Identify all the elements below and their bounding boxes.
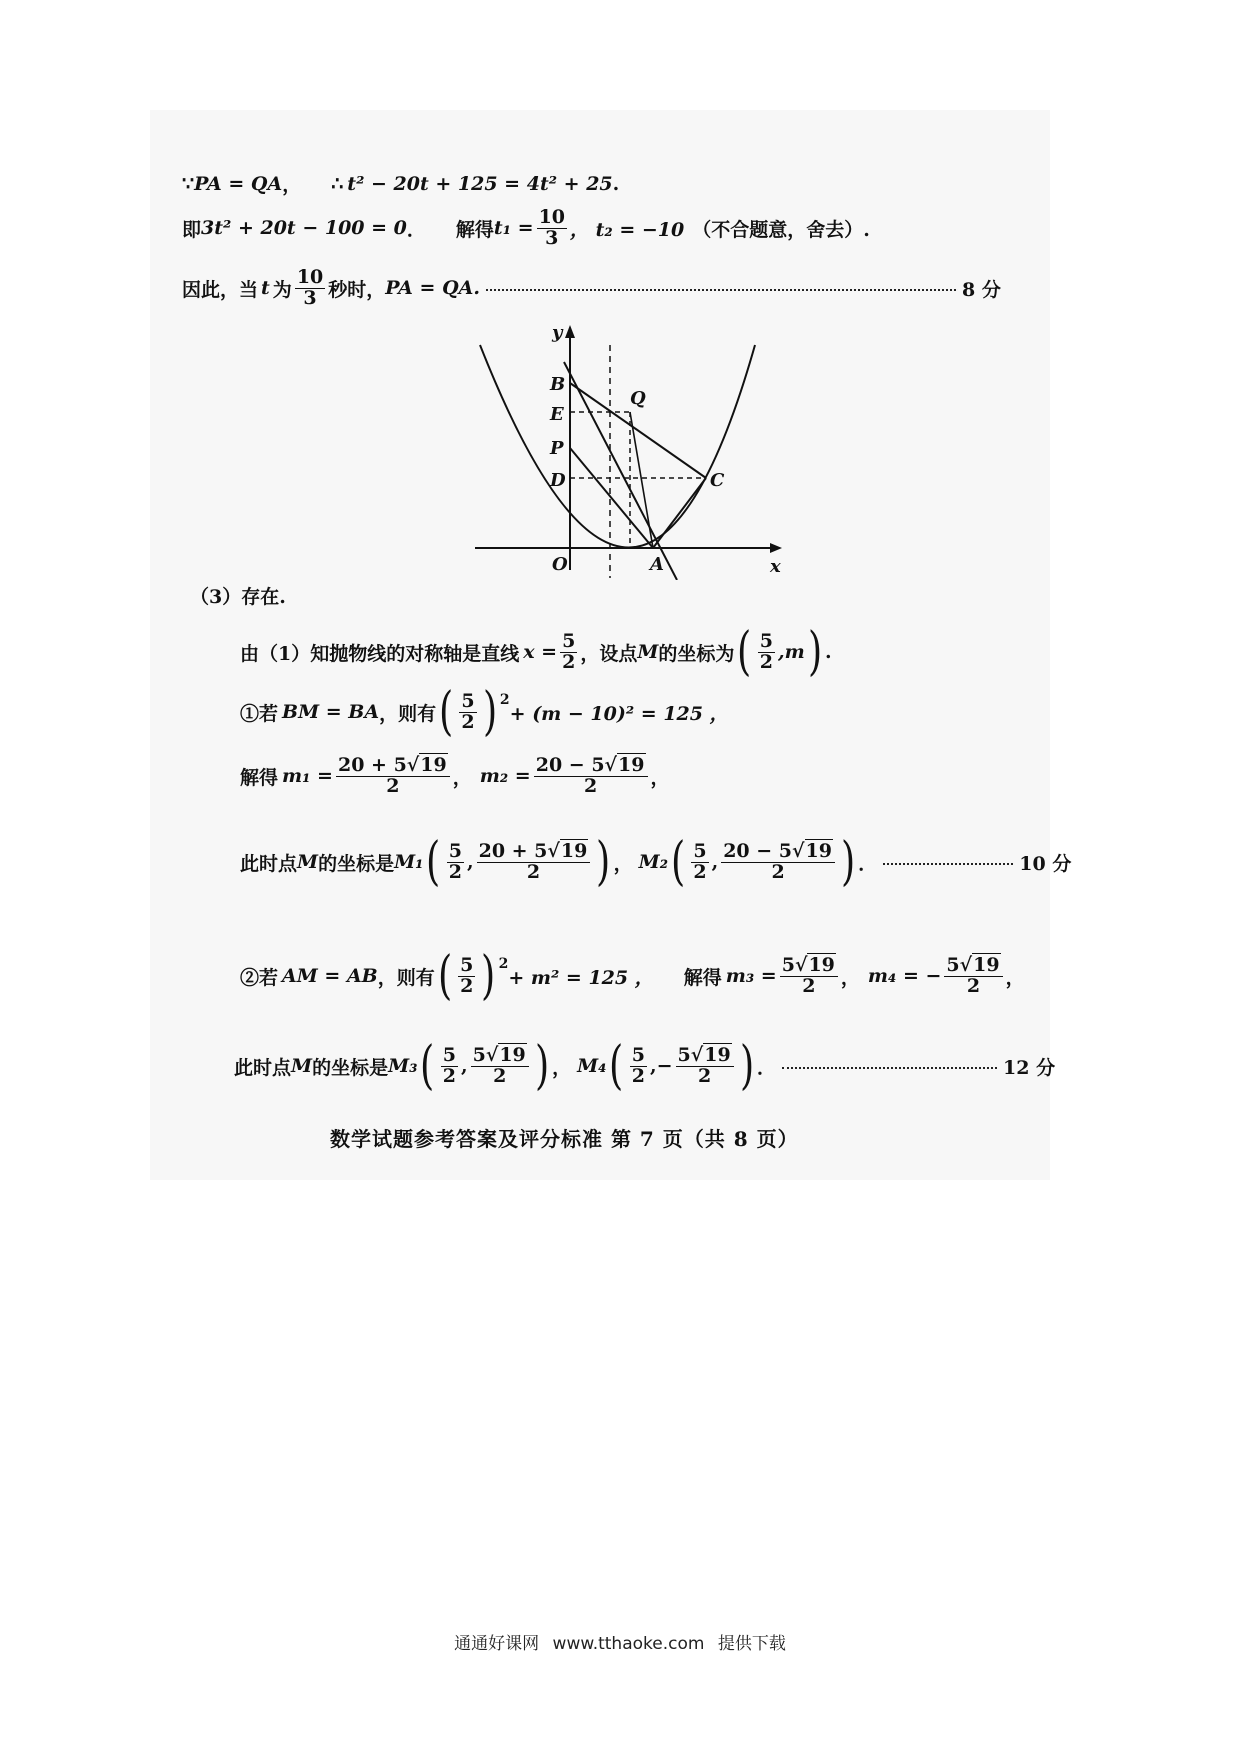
radicand: 19 bbox=[618, 754, 645, 776]
exponent: 2 bbox=[499, 692, 510, 708]
equation: 3t² + 20t − 100 = 0 bbox=[201, 217, 407, 240]
therefore-symbol: ∴ bbox=[331, 172, 344, 195]
site-url[interactable]: www.tthaoke.com bbox=[552, 1634, 705, 1654]
separator: ， bbox=[282, 174, 302, 196]
number: 20 − 5 bbox=[535, 754, 605, 776]
numerator: 20 + 5√19 bbox=[477, 842, 591, 863]
paren-open: ( bbox=[737, 622, 752, 682]
fraction bbox=[691, 839, 708, 883]
exponent: 2 bbox=[498, 956, 509, 972]
conclusion-line bbox=[182, 268, 1012, 309]
y-axis-arrow bbox=[565, 325, 575, 338]
label-text: 解得 bbox=[455, 218, 494, 241]
paren-close: ) bbox=[482, 682, 497, 742]
label-text: 秒时， bbox=[328, 278, 386, 301]
label-text: 的坐标是 bbox=[318, 852, 395, 875]
fraction bbox=[560, 629, 577, 673]
denominator: 2 bbox=[386, 774, 400, 797]
label-text: 此时点 bbox=[234, 1056, 292, 1079]
equation: + m² = 125 ， bbox=[508, 966, 654, 989]
label-a: A bbox=[650, 554, 664, 575]
numerator: 20 − 5√19 bbox=[721, 842, 835, 863]
denominator: 3 bbox=[545, 226, 559, 249]
denominator: 2 bbox=[526, 860, 541, 883]
radicand: 19 bbox=[704, 1043, 731, 1066]
variable: m₁ = bbox=[282, 765, 333, 788]
paren-close: ) bbox=[807, 622, 822, 682]
numerator: 5√19 bbox=[471, 1046, 529, 1067]
case-marker: ①若 bbox=[240, 702, 279, 725]
variable: ,m bbox=[777, 641, 805, 663]
denominator: 2 bbox=[698, 1064, 712, 1087]
segment-pa bbox=[570, 448, 653, 548]
variable: x = bbox=[523, 641, 558, 663]
variable: m₃ = bbox=[725, 965, 777, 987]
radicand: 19 bbox=[560, 839, 588, 862]
punctuation: ． bbox=[757, 1056, 777, 1079]
fraction bbox=[447, 839, 464, 883]
equation: + (m − 10)² = 125 ， bbox=[509, 702, 729, 725]
fraction bbox=[459, 689, 476, 733]
note-text: （不合题意，舍去）. bbox=[692, 218, 870, 241]
numerator: 5√19 bbox=[944, 956, 1002, 977]
paren-open: ( bbox=[439, 682, 454, 742]
numerator: 10 bbox=[296, 266, 324, 288]
denominator: 2 bbox=[584, 774, 598, 797]
site-footer bbox=[0, 1629, 1240, 1654]
case-2-line bbox=[240, 946, 1025, 1006]
separator: ， bbox=[552, 1056, 572, 1079]
variable: m₄ = − bbox=[867, 965, 942, 987]
label-e: E bbox=[550, 404, 564, 425]
fraction bbox=[458, 953, 475, 997]
label-text: ，则有 bbox=[377, 966, 435, 989]
numerator: 5 bbox=[631, 1043, 645, 1066]
equation: AM = AB bbox=[282, 965, 378, 987]
label-text: 解得 bbox=[683, 966, 722, 989]
case-2-coordinates: 此时点 M 的坐标是 M₃ ( $\frac{5}{2}$ , $\frac{5√19}{2}$ ) ， M₄ ( $\frac{5}{2}$ , − $\frac{5√19}{2}$ ) ． 12 分 bbox=[234, 1036, 1056, 1096]
denominator: 2 bbox=[562, 650, 576, 673]
label-text: 此时点 bbox=[240, 852, 298, 875]
parabola-figure bbox=[470, 320, 790, 580]
numerator: 20 + 5√19 bbox=[336, 756, 450, 777]
variable: t₁ = bbox=[493, 217, 534, 240]
numerator: 20 − 5√19 bbox=[534, 756, 648, 777]
fraction bbox=[534, 756, 648, 797]
variable: M bbox=[297, 851, 319, 873]
denominator: 2 bbox=[442, 1064, 456, 1087]
site-name: 通通好课网 bbox=[454, 1634, 540, 1654]
radicand: 19 bbox=[973, 953, 1000, 976]
point-label: M₁ bbox=[394, 851, 424, 873]
label-x: x bbox=[770, 556, 781, 577]
heading-text: （3）存在. bbox=[190, 586, 286, 608]
punctuation: ， bbox=[650, 766, 670, 789]
leader-dots bbox=[883, 863, 1013, 865]
fraction bbox=[721, 839, 835, 883]
punctuation: . bbox=[824, 641, 832, 663]
part-3-heading bbox=[190, 582, 286, 609]
numerator: 5 bbox=[461, 689, 475, 712]
number: 5 bbox=[781, 953, 795, 976]
label-text: 由（1）知抛物线的对称轴是直线 bbox=[240, 642, 520, 665]
radicand: 19 bbox=[420, 754, 447, 776]
separator: ， bbox=[613, 852, 633, 875]
leader-dots bbox=[782, 1067, 997, 1069]
fraction bbox=[630, 1043, 647, 1087]
label-text: 即 bbox=[182, 218, 202, 241]
numerator: 5 bbox=[442, 1043, 456, 1066]
punctuation: ， bbox=[1005, 966, 1025, 989]
parabola-curve bbox=[480, 345, 755, 548]
label-c: C bbox=[710, 470, 725, 491]
radicand: 19 bbox=[499, 1043, 526, 1066]
fraction bbox=[471, 1043, 529, 1087]
denominator: 2 bbox=[493, 1064, 507, 1087]
score-label: 10 分 bbox=[1019, 852, 1072, 875]
paren-open: ( bbox=[420, 1036, 435, 1096]
numerator: 5√19 bbox=[676, 1046, 734, 1067]
numerator: 5 bbox=[693, 839, 707, 862]
case-marker: ②若 bbox=[240, 966, 279, 989]
minus-sign: − bbox=[656, 1055, 673, 1077]
numerator: 5 bbox=[448, 839, 462, 862]
numerator: 5 bbox=[460, 953, 474, 976]
label-text: ，设点 bbox=[580, 642, 638, 665]
punctuation: . bbox=[612, 172, 620, 195]
label-q: Q bbox=[630, 388, 646, 409]
paren-open: ( bbox=[437, 946, 453, 1006]
separator: ， bbox=[452, 766, 472, 789]
fraction bbox=[944, 953, 1002, 997]
point-label: M₄ bbox=[577, 1055, 607, 1077]
number: 20 − 5 bbox=[723, 839, 792, 862]
fraction bbox=[758, 629, 775, 673]
denominator: 2 bbox=[461, 710, 475, 733]
case-1-coordinates: 此时点 M 的坐标是 M₁ ( $\frac{5}{2}$ , $\frac{20 + 5√19}{2}$ ) ， M₂ ( $\frac{5}{2}$ , $\frac{20 - 5√19}{2}$ ) ． 10 分 bbox=[240, 832, 1072, 892]
label-b: B bbox=[550, 374, 566, 395]
fraction bbox=[295, 268, 325, 309]
equation: ， t₂ = −10 bbox=[570, 218, 685, 241]
numerator: 5 bbox=[759, 629, 773, 652]
number: 20 + 5 bbox=[478, 839, 548, 862]
case-1-solution bbox=[240, 756, 670, 797]
because-symbol: ∵ bbox=[182, 172, 195, 195]
numerator: 5 bbox=[562, 629, 576, 652]
label-d: D bbox=[550, 470, 566, 491]
separator: ， bbox=[840, 966, 860, 989]
point-label: M₂ bbox=[638, 851, 669, 873]
number: 5 bbox=[472, 1043, 486, 1066]
label-text: 因此，当 bbox=[182, 278, 259, 301]
radicand: 19 bbox=[805, 839, 832, 862]
paren-close: ) bbox=[840, 832, 856, 892]
fraction bbox=[780, 953, 838, 997]
x-axis-arrow bbox=[770, 543, 782, 553]
point-label: M₃ bbox=[388, 1055, 418, 1077]
fraction bbox=[441, 1043, 458, 1087]
numerator: 10 bbox=[538, 206, 566, 228]
fraction bbox=[676, 1043, 734, 1087]
punctuation: ． bbox=[858, 852, 878, 875]
equation: BM = BA bbox=[282, 701, 380, 723]
site-action: 提供下载 bbox=[717, 1634, 786, 1654]
number: 5 bbox=[677, 1043, 691, 1066]
fraction bbox=[537, 208, 567, 249]
score-label: 8 分 bbox=[961, 278, 1001, 301]
paren-close: ) bbox=[534, 1036, 550, 1096]
leader-dots bbox=[486, 289, 956, 291]
page-footer: 数学试题参考答案及评分标准 第 7 页（共 8 页） bbox=[330, 1127, 799, 1151]
symmetry-line-text bbox=[240, 622, 832, 682]
variable: t bbox=[261, 277, 270, 300]
equation-line-1 bbox=[182, 170, 619, 197]
paren-close: ) bbox=[739, 1036, 754, 1096]
equation: PA = QA. bbox=[385, 277, 480, 300]
denominator: 2 bbox=[802, 974, 816, 997]
number: 20 + 5 bbox=[337, 754, 407, 776]
paren-close: ) bbox=[481, 946, 496, 1006]
case-1-line bbox=[240, 682, 729, 742]
equation: PA = QA bbox=[194, 172, 283, 195]
variable: M bbox=[291, 1055, 313, 1077]
label-y: y bbox=[552, 322, 563, 343]
score-label: 12 分 bbox=[1003, 1056, 1056, 1079]
segment-ca bbox=[653, 478, 706, 548]
label-o: O bbox=[552, 554, 568, 575]
paren-close: ) bbox=[596, 832, 611, 892]
label-p: P bbox=[550, 438, 564, 459]
denominator: 2 bbox=[966, 974, 981, 997]
variable: M bbox=[637, 641, 659, 663]
label-text: ，则有 bbox=[379, 702, 437, 725]
label-text: 解得 bbox=[240, 766, 279, 789]
equation-line-2 bbox=[182, 208, 870, 249]
fraction bbox=[477, 839, 591, 883]
fraction bbox=[336, 756, 450, 797]
paren-open: ( bbox=[671, 832, 686, 892]
denominator: 2 bbox=[771, 860, 785, 883]
label-text: 的坐标为 bbox=[658, 642, 735, 665]
paren-open: ( bbox=[426, 832, 441, 892]
paren-open: ( bbox=[609, 1036, 624, 1096]
denominator: 2 bbox=[631, 1064, 645, 1087]
denominator: 2 bbox=[693, 860, 707, 883]
variable: m₂ = bbox=[479, 765, 531, 788]
radicand: 19 bbox=[808, 953, 835, 976]
number: 5 bbox=[946, 953, 960, 976]
denominator: 3 bbox=[303, 286, 317, 309]
denominator: 2 bbox=[448, 860, 462, 883]
numerator: 5√19 bbox=[780, 956, 838, 977]
punctuation: ． bbox=[406, 218, 426, 241]
denominator: 2 bbox=[759, 650, 773, 673]
equation: t² − 20t + 125 = 4t² + 25 bbox=[347, 172, 613, 195]
denominator: 2 bbox=[460, 974, 474, 997]
label-text: 的坐标是 bbox=[312, 1056, 389, 1079]
label-text: 为 bbox=[272, 278, 292, 301]
